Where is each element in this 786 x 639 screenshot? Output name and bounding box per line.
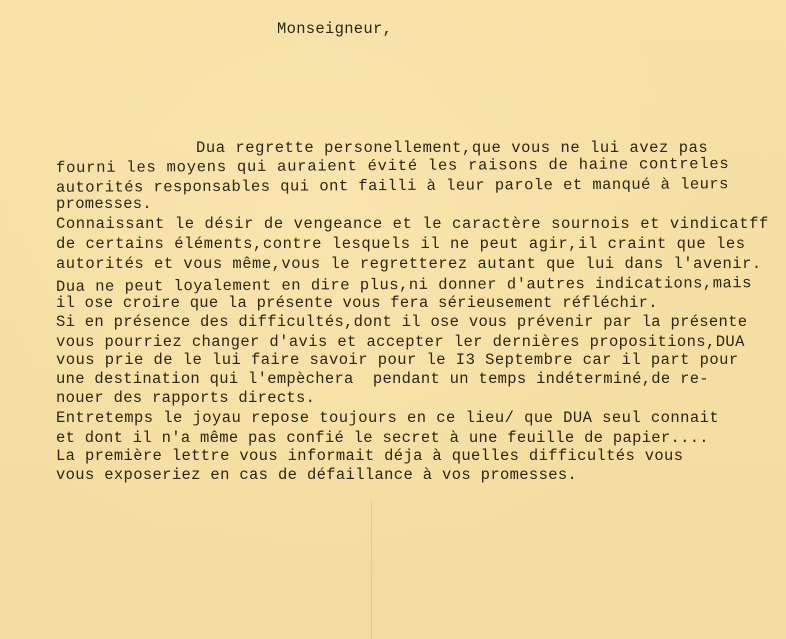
- letter-line: nouer des rapports directs.: [56, 389, 316, 407]
- letter-line: et dont il n'a même pas confié le secret à une feuille de papier....: [56, 429, 709, 447]
- letter-line: Entretemps le joyau repose toujours en ce lieu/ que DUA seul connait: [56, 409, 720, 427]
- letter-line: Connaissant le désir de vengeance et le caractère sournois et vindicatff: [56, 215, 769, 233]
- letter-line: vous pourriez changer d'avis et accepter ler dernières propositions,DUA: [56, 333, 745, 351]
- salutation: Monseigneur,: [277, 20, 393, 38]
- letter-line: il ose croire que la présente vous fera sérieusement réfléchir.: [56, 294, 658, 312]
- letter-line: autorités responsables qui ont failli à leur parole et manqué à leurs: [55, 175, 729, 197]
- letter-line: Si en présence des difficultés,dont il ose vous prévenir par la présente: [56, 313, 748, 331]
- letter-line: fourni les moyens qui auraient évité les raisons de haine contreles: [55, 154, 730, 178]
- letter-line: une destination qui l'empèchera pendant un temps indéterminé,de re-: [56, 370, 709, 388]
- letter-line: vous prie de le lui faire savoir pour le I3 Septembre car il part pour: [56, 351, 739, 369]
- letter-line: Dua ne peut loyalement en dire plus,ni donner d'autres indications,mais: [55, 274, 752, 296]
- letter-line: Dua regrette personellement,que vous ne lui avez pas: [196, 139, 709, 157]
- letter-line: La première lettre vous informait déja à quelles difficultés vous: [56, 447, 684, 465]
- letter-line: de certains éléments,contre lesquels il ne peut agir,il craint que les: [56, 235, 746, 253]
- letter-line: vous exposeriez en cas de défaillance à vos promesses.: [56, 466, 578, 484]
- letter-line: autorités et vous même,vous le regretterez autant que lui dans l'avenir.: [56, 255, 762, 273]
- letter-line: promesses.: [56, 195, 153, 213]
